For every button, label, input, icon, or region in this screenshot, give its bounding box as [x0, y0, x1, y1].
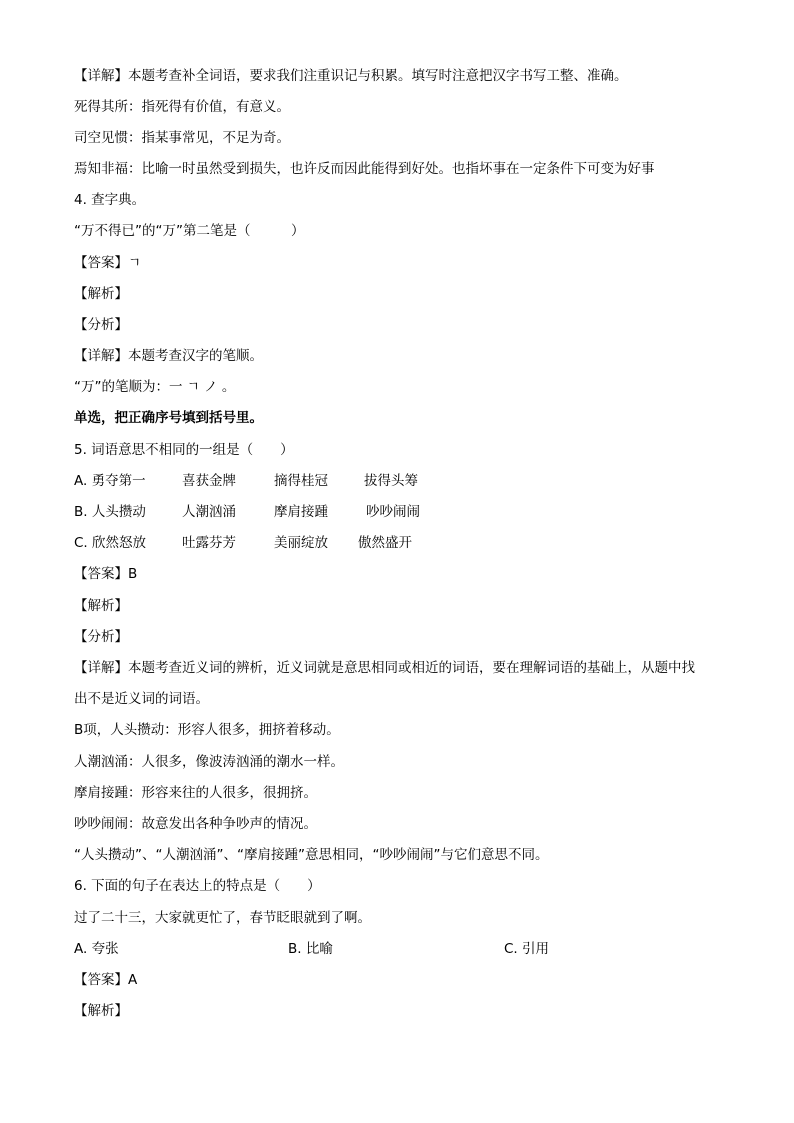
stroke-order-text: “万”的笔顺为：一 ㄱ ノ 。 — [74, 379, 236, 395]
detail-paragraph: 【详解】本题考查近义词的辨析，近义词就是意思相同或相近的词语，要在理解词语的基础上，从题中找 — [74, 660, 695, 676]
option-word: 美丽绽放 — [274, 535, 328, 551]
analysis-heading: 【解析】 — [74, 286, 128, 302]
analysis-heading: 【分析】 — [74, 317, 128, 333]
option-word: 吵吵闹闹 — [366, 504, 420, 520]
question-text: “万不得已”的“万”第二笔是（ ） — [74, 223, 305, 239]
question-sentence: 过了二十三，大家就更忙了，春节眨眼就到了啊。 — [74, 910, 371, 926]
option-row-b — [74, 502, 724, 522]
analysis-heading: 【解析】 — [74, 598, 128, 614]
option-word: 傲然盛开 — [358, 535, 412, 551]
option-word: 摘得桂冠 — [274, 473, 328, 489]
option-word: 摩肩接踵 — [274, 504, 328, 520]
option-row-a — [74, 471, 724, 491]
option-word: 拔得头筹 — [364, 473, 418, 489]
answer-line: 【答案】A — [74, 972, 138, 988]
idiom-explanation: B项，人头攒动：形容人很多，拥挤着移动。 — [74, 722, 340, 738]
conclusion-text: “人头攒动”、“人潮汹涌”、“摩肩接踵”意思相同，“吵吵闹闹”与它们意思不同。 — [74, 847, 549, 863]
option-word: 人潮汹涌 — [182, 504, 236, 520]
detail-paragraph: 【详解】本题考查汉字的笔顺。 — [74, 348, 263, 364]
idiom-explanation: 死得其所：指死得有价值，有意义。 — [74, 99, 290, 115]
option-word: A. 勇夺第一 — [74, 473, 146, 489]
option-word: B. 人头攒动 — [74, 504, 146, 520]
answer-line: 【答案】ㄱ — [74, 255, 142, 271]
question-title: 6. 下面的句子在表达上的特点是（ ） — [74, 878, 321, 894]
option-c: C. 引用 — [504, 941, 550, 957]
option-word: 吐露芬芳 — [182, 535, 236, 551]
option-row — [74, 939, 724, 959]
idiom-explanation: 摩肩接踵：形容来往的人很多，很拥挤。 — [74, 785, 317, 801]
analysis-heading: 【解析】 — [74, 1003, 128, 1019]
analysis-heading: 【分析】 — [74, 629, 128, 645]
question-title: 5. 词语意思不相同的一组是（ ） — [74, 442, 294, 458]
option-row-c — [74, 533, 724, 553]
idiom-explanation: 人潮汹涌：人很多，像波涛汹涌的潮水一样。 — [74, 754, 344, 770]
idiom-explanation: 司空见惯：指某事常见，不足为奇。 — [74, 130, 290, 146]
idiom-explanation: 焉知非福：比喻一时虽然受到损失，也许反而因此能得到好处。也指坏事在一定条件下可变为好事 — [74, 161, 655, 177]
detail-paragraph: 出不是近义词的词语。 — [74, 691, 209, 707]
answer-line: 【答案】B — [74, 566, 138, 582]
section-heading: 单选，把正确序号填到括号里。 — [74, 410, 263, 426]
detail-paragraph: 【详解】本题考查补全词语，要求我们注重识记与积累。填写时注意把汉字书写工整、准确。 — [74, 68, 628, 84]
idiom-explanation: 吵吵闹闹：故意发出各种争吵声的情况。 — [74, 816, 317, 832]
question-title: 4. 查字典。 — [74, 192, 146, 208]
option-word: C. 欣然怒放 — [74, 535, 147, 551]
option-a: A. 夸张 — [74, 941, 119, 957]
option-b: B. 比喻 — [288, 941, 333, 957]
option-word: 喜获金牌 — [182, 473, 236, 489]
